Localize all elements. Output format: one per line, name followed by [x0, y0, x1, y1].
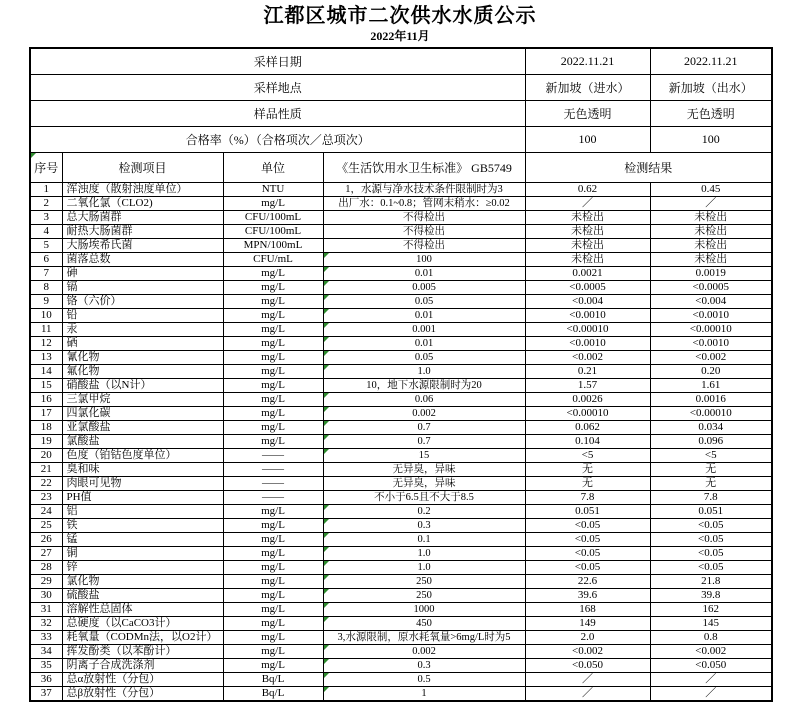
- result-inlet-cell: 7.8: [525, 491, 650, 505]
- result-outlet-cell: 0.0016: [650, 393, 772, 407]
- test-item-name: PH值: [62, 491, 223, 505]
- sampling-date-row: [30, 48, 772, 75]
- standard-cell: 0.7: [323, 435, 525, 449]
- result-inlet-cell: 0.0021: [525, 267, 650, 281]
- standard-cell: 0.3: [323, 519, 525, 533]
- result-inlet-cell: <0.00010: [525, 323, 650, 337]
- test-item-name: 铁: [62, 519, 223, 533]
- standard-cell: 无异臭，异味: [323, 477, 525, 491]
- result-outlet-cell: 0.45: [650, 183, 772, 197]
- standard-cell: 0.1: [323, 533, 525, 547]
- standard-cell: 1.0: [323, 547, 525, 561]
- test-item-name: 菌落总数: [62, 253, 223, 267]
- result-outlet-cell: 0.8: [650, 631, 772, 645]
- test-item-name: 锰: [62, 533, 223, 547]
- unit-cell: mg/L: [223, 617, 323, 631]
- table-row: [30, 183, 772, 197]
- result-inlet-cell: <0.0010: [525, 337, 650, 351]
- row-number: 18: [30, 421, 62, 435]
- row-number: 17: [30, 407, 62, 421]
- result-outlet-cell: <0.05: [650, 561, 772, 575]
- result-outlet-cell: <0.002: [650, 351, 772, 365]
- sample-nature-row: [30, 101, 772, 127]
- unit-cell: mg/L: [223, 547, 323, 561]
- standard-cell: 不小于6.5且不大于8.5: [323, 491, 525, 505]
- standard-cell: 0.5: [323, 673, 525, 687]
- test-item-name: 氟化物: [62, 365, 223, 379]
- table-row: [30, 225, 772, 239]
- table-row: [30, 603, 772, 617]
- standard-cell: 1，水源与净水技术条件限制时为3: [323, 183, 525, 197]
- test-item-name: 氰化物: [62, 351, 223, 365]
- test-item-name: 亚氯酸盐: [62, 421, 223, 435]
- result-outlet-cell: <0.05: [650, 533, 772, 547]
- table-row: [30, 295, 772, 309]
- result-outlet-cell: <0.0005: [650, 281, 772, 295]
- standard-cell: 1000: [323, 603, 525, 617]
- test-item-name: 耗氧量（CODMn法，以O2计）: [62, 631, 223, 645]
- test-item-name: 总β放射性（分包）: [62, 687, 223, 702]
- unit-cell: MPN/100mL: [223, 239, 323, 253]
- result-inlet-cell: 无: [525, 477, 650, 491]
- test-item-name: 汞: [62, 323, 223, 337]
- result-outlet-cell: <0.05: [650, 519, 772, 533]
- standard-cell: 0.01: [323, 267, 525, 281]
- sampling-date-inlet: 2022.11.21: [525, 48, 650, 75]
- table-row: [30, 407, 772, 421]
- standard-cell: 0.05: [323, 351, 525, 365]
- column-header-unit: 单位: [223, 153, 323, 183]
- row-number: 8: [30, 281, 62, 295]
- standard-cell: 0.3: [323, 659, 525, 673]
- standard-cell: 250: [323, 575, 525, 589]
- table-row: [30, 547, 772, 561]
- result-outlet-cell: 0.096: [650, 435, 772, 449]
- test-item-name: 阴离子合成洗涤剂: [62, 659, 223, 673]
- result-outlet-cell: 0.20: [650, 365, 772, 379]
- result-outlet-cell: <0.05: [650, 547, 772, 561]
- row-number: 1: [30, 183, 62, 197]
- standard-cell: 无异臭，异味: [323, 463, 525, 477]
- table-row: [30, 211, 772, 225]
- standard-cell: 1.0: [323, 365, 525, 379]
- standard-cell: 3,水源限制，原水耗氧量>6mg/L时为5: [323, 631, 525, 645]
- unit-cell: mg/L: [223, 337, 323, 351]
- result-inlet-cell: 未检出: [525, 239, 650, 253]
- data-section: [30, 183, 772, 702]
- column-header-item: 检测项目: [62, 153, 223, 183]
- row-number: 24: [30, 505, 62, 519]
- result-inlet-cell: ／: [525, 673, 650, 687]
- sampling-location-row: [30, 75, 772, 101]
- result-inlet-cell: <0.05: [525, 533, 650, 547]
- row-number: 32: [30, 617, 62, 631]
- test-item-name: 氯酸盐: [62, 435, 223, 449]
- table-row: [30, 267, 772, 281]
- result-outlet-cell: 未检出: [650, 211, 772, 225]
- row-number: 36: [30, 673, 62, 687]
- unit-cell: mg/L: [223, 645, 323, 659]
- result-inlet-cell: <0.004: [525, 295, 650, 309]
- test-item-name: 总大肠菌群: [62, 211, 223, 225]
- result-inlet-cell: ／: [525, 687, 650, 702]
- result-inlet-cell: 0.062: [525, 421, 650, 435]
- result-outlet-cell: ／: [650, 197, 772, 211]
- test-item-name: 四氯化碳: [62, 407, 223, 421]
- result-outlet-cell: 162: [650, 603, 772, 617]
- test-item-name: 硝酸盐（以N计）: [62, 379, 223, 393]
- unit-cell: mg/L: [223, 659, 323, 673]
- test-item-name: 肉眼可见物: [62, 477, 223, 491]
- result-outlet-cell: 0.034: [650, 421, 772, 435]
- result-outlet-cell: 0.051: [650, 505, 772, 519]
- unit-cell: mg/L: [223, 295, 323, 309]
- result-inlet-cell: 2.0: [525, 631, 650, 645]
- row-number: 3: [30, 211, 62, 225]
- unit-cell: ——: [223, 449, 323, 463]
- unit-cell: mg/L: [223, 631, 323, 645]
- pass-rate-label: 合格率（%）（合格项次／总项次）: [30, 127, 525, 153]
- result-inlet-cell: 22.6: [525, 575, 650, 589]
- table-row: [30, 561, 772, 575]
- result-inlet-cell: 无: [525, 463, 650, 477]
- standard-cell: 10，地下水源限制时为20: [323, 379, 525, 393]
- standard-cell: 1.0: [323, 561, 525, 575]
- result-inlet-cell: <0.002: [525, 351, 650, 365]
- result-outlet-cell: <0.00010: [650, 407, 772, 421]
- test-item-name: 砷: [62, 267, 223, 281]
- result-inlet-cell: 1.57: [525, 379, 650, 393]
- test-item-name: 浑浊度（散射浊度单位）: [62, 183, 223, 197]
- unit-cell: mg/L: [223, 589, 323, 603]
- result-outlet-cell: <0.004: [650, 295, 772, 309]
- result-inlet-cell: <0.05: [525, 561, 650, 575]
- row-number: 12: [30, 337, 62, 351]
- standard-cell: 0.01: [323, 309, 525, 323]
- result-outlet-cell: 无: [650, 463, 772, 477]
- test-item-name: 臭和味: [62, 463, 223, 477]
- table-row: [30, 673, 772, 687]
- table-row: [30, 281, 772, 295]
- table-row: [30, 687, 772, 702]
- result-outlet-cell: 未检出: [650, 225, 772, 239]
- unit-cell: NTU: [223, 183, 323, 197]
- result-outlet-cell: 0.0019: [650, 267, 772, 281]
- row-number: 6: [30, 253, 62, 267]
- pass-rate-row: [30, 127, 772, 153]
- result-inlet-cell: 39.6: [525, 589, 650, 603]
- row-number: 21: [30, 463, 62, 477]
- standard-cell: 不得检出: [323, 225, 525, 239]
- table-row: [30, 337, 772, 351]
- result-inlet-cell: 0.21: [525, 365, 650, 379]
- result-outlet-cell: 未检出: [650, 239, 772, 253]
- column-header-result: 检测结果: [525, 153, 772, 183]
- sampling-date-outlet: 2022.11.21: [650, 48, 772, 75]
- result-inlet-cell: 0.0026: [525, 393, 650, 407]
- water-quality-table: [29, 47, 773, 702]
- result-outlet-cell: 145: [650, 617, 772, 631]
- result-inlet-cell: 149: [525, 617, 650, 631]
- table-row: [30, 379, 772, 393]
- result-outlet-cell: <0.050: [650, 659, 772, 673]
- test-item-name: 挥发酚类（以苯酚计）: [62, 645, 223, 659]
- test-item-name: 溶解性总固体: [62, 603, 223, 617]
- standard-cell: 0.2: [323, 505, 525, 519]
- sampling-location-inlet: 新加坡（进水）: [525, 75, 650, 101]
- result-inlet-cell: <0.00010: [525, 407, 650, 421]
- standard-cell: 250: [323, 589, 525, 603]
- result-outlet-cell: ／: [650, 687, 772, 702]
- row-number: 4: [30, 225, 62, 239]
- standard-cell: 0.05: [323, 295, 525, 309]
- result-outlet-cell: 21.8: [650, 575, 772, 589]
- result-inlet-cell: 0.104: [525, 435, 650, 449]
- table-row: [30, 659, 772, 673]
- unit-cell: mg/L: [223, 267, 323, 281]
- result-outlet-cell: <0.002: [650, 645, 772, 659]
- info-section: [30, 48, 772, 183]
- test-item-name: 镉: [62, 281, 223, 295]
- result-outlet-cell: 无: [650, 477, 772, 491]
- unit-cell: ——: [223, 463, 323, 477]
- table-row: [30, 435, 772, 449]
- result-inlet-cell: <0.0010: [525, 309, 650, 323]
- result-inlet-cell: 未检出: [525, 253, 650, 267]
- row-number: 10: [30, 309, 62, 323]
- table-row: [30, 505, 772, 519]
- standard-cell: 1: [323, 687, 525, 702]
- row-number: 26: [30, 533, 62, 547]
- test-item-name: 硫酸盐: [62, 589, 223, 603]
- unit-cell: Bq/L: [223, 687, 323, 702]
- standard-cell: 100: [323, 253, 525, 267]
- table-row: [30, 533, 772, 547]
- row-number: 27: [30, 547, 62, 561]
- row-number: 5: [30, 239, 62, 253]
- page-title: 江都区城市二次供水水质公示: [263, 5, 537, 27]
- standard-cell: 不得检出: [323, 211, 525, 225]
- unit-cell: mg/L: [223, 435, 323, 449]
- result-inlet-cell: <0.05: [525, 547, 650, 561]
- row-number: 31: [30, 603, 62, 617]
- unit-cell: Bq/L: [223, 673, 323, 687]
- result-inlet-cell: <5: [525, 449, 650, 463]
- unit-cell: mg/L: [223, 575, 323, 589]
- standard-cell: 0.06: [323, 393, 525, 407]
- sample-nature-inlet: 无色透明: [525, 101, 650, 127]
- result-outlet-cell: 1.61: [650, 379, 772, 393]
- unit-cell: mg/L: [223, 561, 323, 575]
- standard-cell: 15: [323, 449, 525, 463]
- unit-cell: mg/L: [223, 281, 323, 295]
- result-inlet-cell: 未检出: [525, 225, 650, 239]
- result-outlet-cell: 39.8: [650, 589, 772, 603]
- unit-cell: mg/L: [223, 351, 323, 365]
- result-outlet-cell: ／: [650, 673, 772, 687]
- unit-cell: mg/L: [223, 603, 323, 617]
- table-row: [30, 421, 772, 435]
- unit-cell: ——: [223, 491, 323, 505]
- row-number: 20: [30, 449, 62, 463]
- standard-cell: 0.7: [323, 421, 525, 435]
- sampling-location-label: 采样地点: [30, 75, 525, 101]
- row-number: 37: [30, 687, 62, 702]
- standard-cell: 0.002: [323, 407, 525, 421]
- test-item-name: 大肠埃希氏菌: [62, 239, 223, 253]
- result-inlet-cell: <0.050: [525, 659, 650, 673]
- test-item-name: 氯化物: [62, 575, 223, 589]
- column-header-row: [30, 153, 772, 183]
- row-number: 33: [30, 631, 62, 645]
- test-item-name: 二氧化氯（CLO2): [62, 197, 223, 211]
- result-inlet-cell: 0.051: [525, 505, 650, 519]
- row-number: 14: [30, 365, 62, 379]
- result-inlet-cell: 0.62: [525, 183, 650, 197]
- table-row: [30, 323, 772, 337]
- row-number: 22: [30, 477, 62, 491]
- result-inlet-cell: <0.002: [525, 645, 650, 659]
- result-inlet-cell: <0.05: [525, 519, 650, 533]
- test-item-name: 色度（铂钴色度单位）: [62, 449, 223, 463]
- result-inlet-cell: 未检出: [525, 211, 650, 225]
- result-outlet-cell: <0.0010: [650, 337, 772, 351]
- column-header-standard: 《生活饮用水卫生标准》 GB5749: [323, 153, 525, 183]
- row-number: 2: [30, 197, 62, 211]
- table-row: [30, 617, 772, 631]
- table-row: [30, 631, 772, 645]
- row-number: 30: [30, 589, 62, 603]
- page-subtitle: 2022年11月: [370, 29, 430, 43]
- unit-cell: mg/L: [223, 309, 323, 323]
- test-item-name: 铜: [62, 547, 223, 561]
- table-row: [30, 477, 772, 491]
- row-number: 11: [30, 323, 62, 337]
- test-item-name: 三氯甲烷: [62, 393, 223, 407]
- sample-nature-label: 样品性质: [30, 101, 525, 127]
- standard-cell: 0.002: [323, 645, 525, 659]
- row-number: 25: [30, 519, 62, 533]
- unit-cell: ——: [223, 477, 323, 491]
- row-number: 7: [30, 267, 62, 281]
- test-item-name: 铝: [62, 505, 223, 519]
- test-item-name: 铬（六价）: [62, 295, 223, 309]
- row-number: 34: [30, 645, 62, 659]
- unit-cell: mg/L: [223, 197, 323, 211]
- row-number: 16: [30, 393, 62, 407]
- test-item-name: 总α放射性（分包）: [62, 673, 223, 687]
- test-item-name: 铅: [62, 309, 223, 323]
- unit-cell: CFU/mL: [223, 253, 323, 267]
- table-row: [30, 197, 772, 211]
- table-row: [30, 575, 772, 589]
- result-inlet-cell: 168: [525, 603, 650, 617]
- row-number: 13: [30, 351, 62, 365]
- row-number: 19: [30, 435, 62, 449]
- table-row: [30, 351, 772, 365]
- standard-cell: 出厂水：0.1~0.8；管网末稍水：≥0.02: [323, 197, 525, 211]
- unit-cell: CFU/100mL: [223, 225, 323, 239]
- table-row: [30, 519, 772, 533]
- unit-cell: mg/L: [223, 379, 323, 393]
- test-item-name: 锌: [62, 561, 223, 575]
- result-outlet-cell: 7.8: [650, 491, 772, 505]
- standard-cell: 0.001: [323, 323, 525, 337]
- result-outlet-cell: <0.00010: [650, 323, 772, 337]
- table-row: [30, 253, 772, 267]
- unit-cell: mg/L: [223, 407, 323, 421]
- standard-cell: 450: [323, 617, 525, 631]
- table-row: [30, 463, 772, 477]
- unit-cell: mg/L: [223, 421, 323, 435]
- table-row: [30, 645, 772, 659]
- table-row: [30, 449, 772, 463]
- unit-cell: mg/L: [223, 323, 323, 337]
- pass-rate-inlet: 100: [525, 127, 650, 153]
- table-row: [30, 491, 772, 505]
- row-number: 23: [30, 491, 62, 505]
- column-header-no: 序号: [30, 153, 62, 183]
- result-outlet-cell: <0.0010: [650, 309, 772, 323]
- test-item-name: 耐热大肠菌群: [62, 225, 223, 239]
- sampling-date-label: 采样日期: [30, 48, 525, 75]
- table-row: [30, 589, 772, 603]
- sample-nature-outlet: 无色透明: [650, 101, 772, 127]
- table-row: [30, 365, 772, 379]
- unit-cell: mg/L: [223, 393, 323, 407]
- pass-rate-outlet: 100: [650, 127, 772, 153]
- row-number: 9: [30, 295, 62, 309]
- unit-cell: mg/L: [223, 533, 323, 547]
- unit-cell: mg/L: [223, 365, 323, 379]
- row-number: 15: [30, 379, 62, 393]
- result-outlet-cell: 未检出: [650, 253, 772, 267]
- result-inlet-cell: ／: [525, 197, 650, 211]
- table-row: [30, 309, 772, 323]
- result-outlet-cell: <5: [650, 449, 772, 463]
- unit-cell: mg/L: [223, 519, 323, 533]
- page-header: [0, 0, 800, 44]
- row-number: 35: [30, 659, 62, 673]
- test-item-name: 硒: [62, 337, 223, 351]
- standard-cell: 不得检出: [323, 239, 525, 253]
- sampling-location-outlet: 新加坡（出水）: [650, 75, 772, 101]
- row-number: 28: [30, 561, 62, 575]
- result-inlet-cell: <0.0005: [525, 281, 650, 295]
- table-row: [30, 393, 772, 407]
- standard-cell: 0.005: [323, 281, 525, 295]
- standard-cell: 0.01: [323, 337, 525, 351]
- unit-cell: mg/L: [223, 505, 323, 519]
- unit-cell: CFU/100mL: [223, 211, 323, 225]
- table-row: [30, 239, 772, 253]
- test-item-name: 总硬度（以CaCO3计）: [62, 617, 223, 631]
- row-number: 29: [30, 575, 62, 589]
